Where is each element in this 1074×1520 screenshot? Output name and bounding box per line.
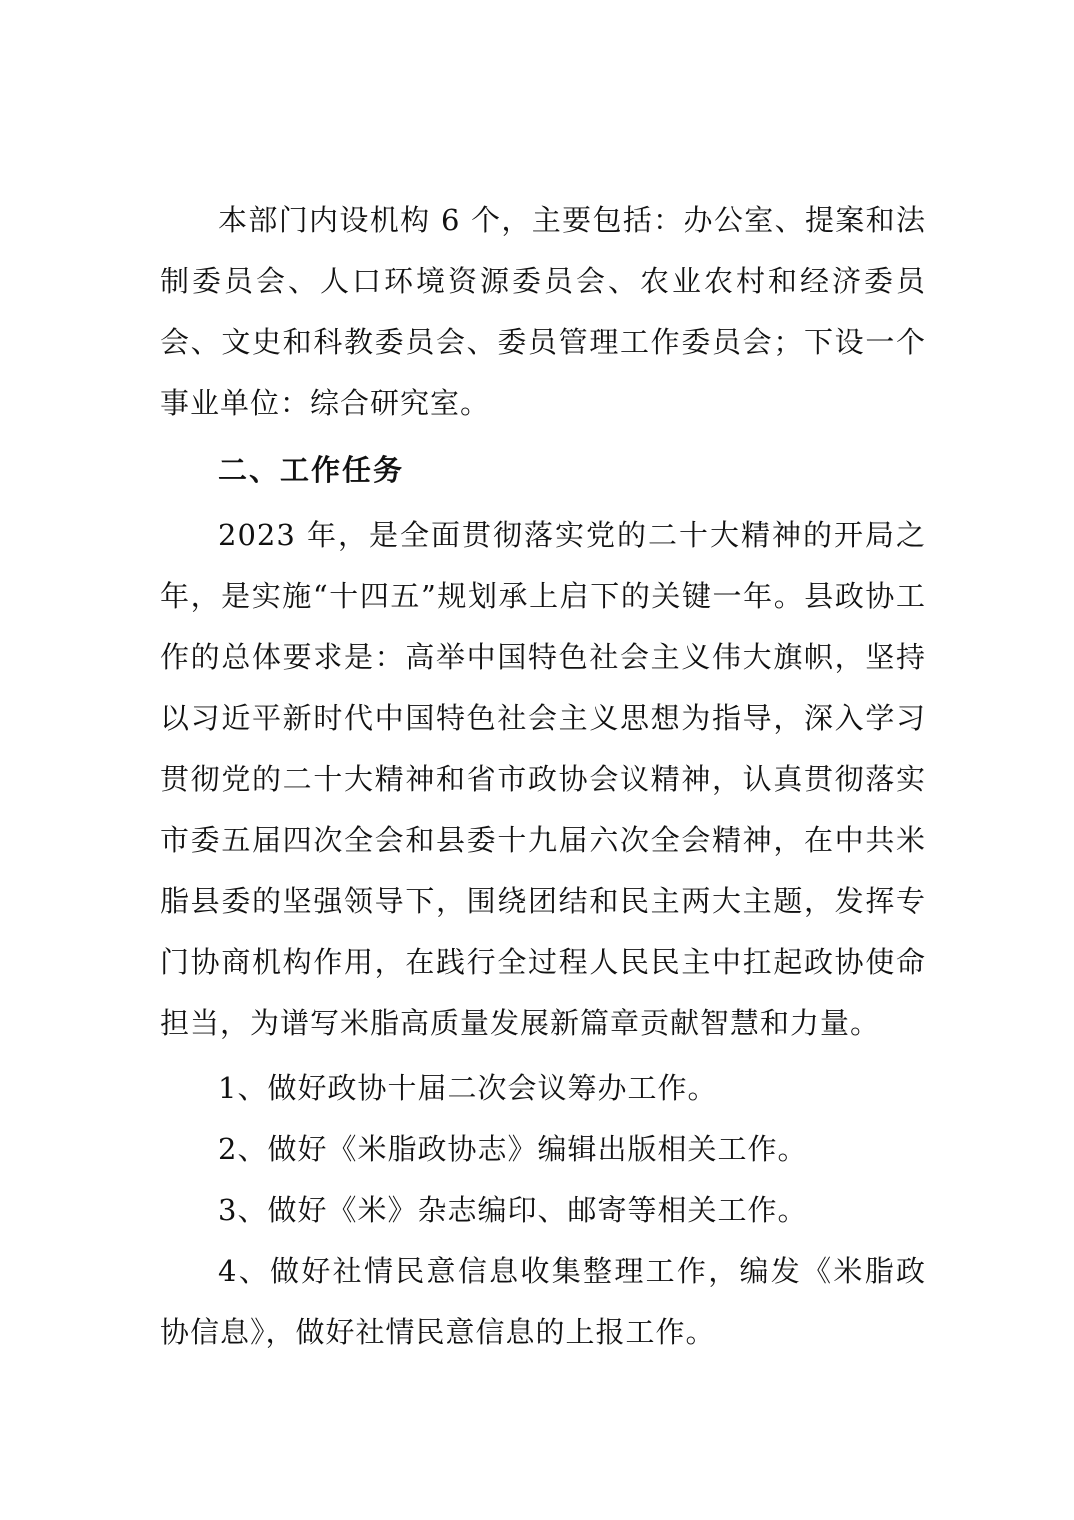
task-item-3: 3、做好《米》杂志编印、邮寄等相关工作。 (218, 1193, 808, 1227)
document-page (160, 190, 926, 1363)
spacer (160, 434, 926, 438)
section-heading: 二、工作任务 (218, 453, 405, 487)
task-item-1: 1、做好政协十届二次会议筹办工作。 (218, 1071, 718, 1105)
task-item-4: 4、做好社情民意信息收集整理工作，编发《米脂政协信息》，做好社情民意信息的上报工作。 (160, 1254, 926, 1349)
paragraph-institutions: 本部门内设机构 6 个，主要包括：办公室、提案和法制委员会、人口环境资源委员会、农业农村和经济委员会、文史和科教委员会、委员管理工作委员会；下设一个事业单位：综合研究室。 (160, 203, 926, 420)
task-item-2: 2、做好《米脂政协志》编辑出版相关工作。 (218, 1132, 808, 1166)
paragraph-intro: 2023 年，是全面贯彻落实党的二十大精神的开局之年，是实施“十四五”规划承上启下的关键一年。县政协工作的总体要求是：高举中国特色社会主义伟大旗帜，坚持以习近平新时代中国特色社会主义思想为指导，深入学习贯彻党的二十大精神和省市政协会议精神，认真贯彻落实市委五届四次全会和县委十九届六次全会精神，在中共米脂县委的坚强领导下，围绕团结和民主两大主题，发挥专门协商机构作用，在践行全过程人民民主中扛起政协使命担当，为谱写米脂高质量发展新篇章贡献智慧和力量。 (160, 518, 926, 1040)
